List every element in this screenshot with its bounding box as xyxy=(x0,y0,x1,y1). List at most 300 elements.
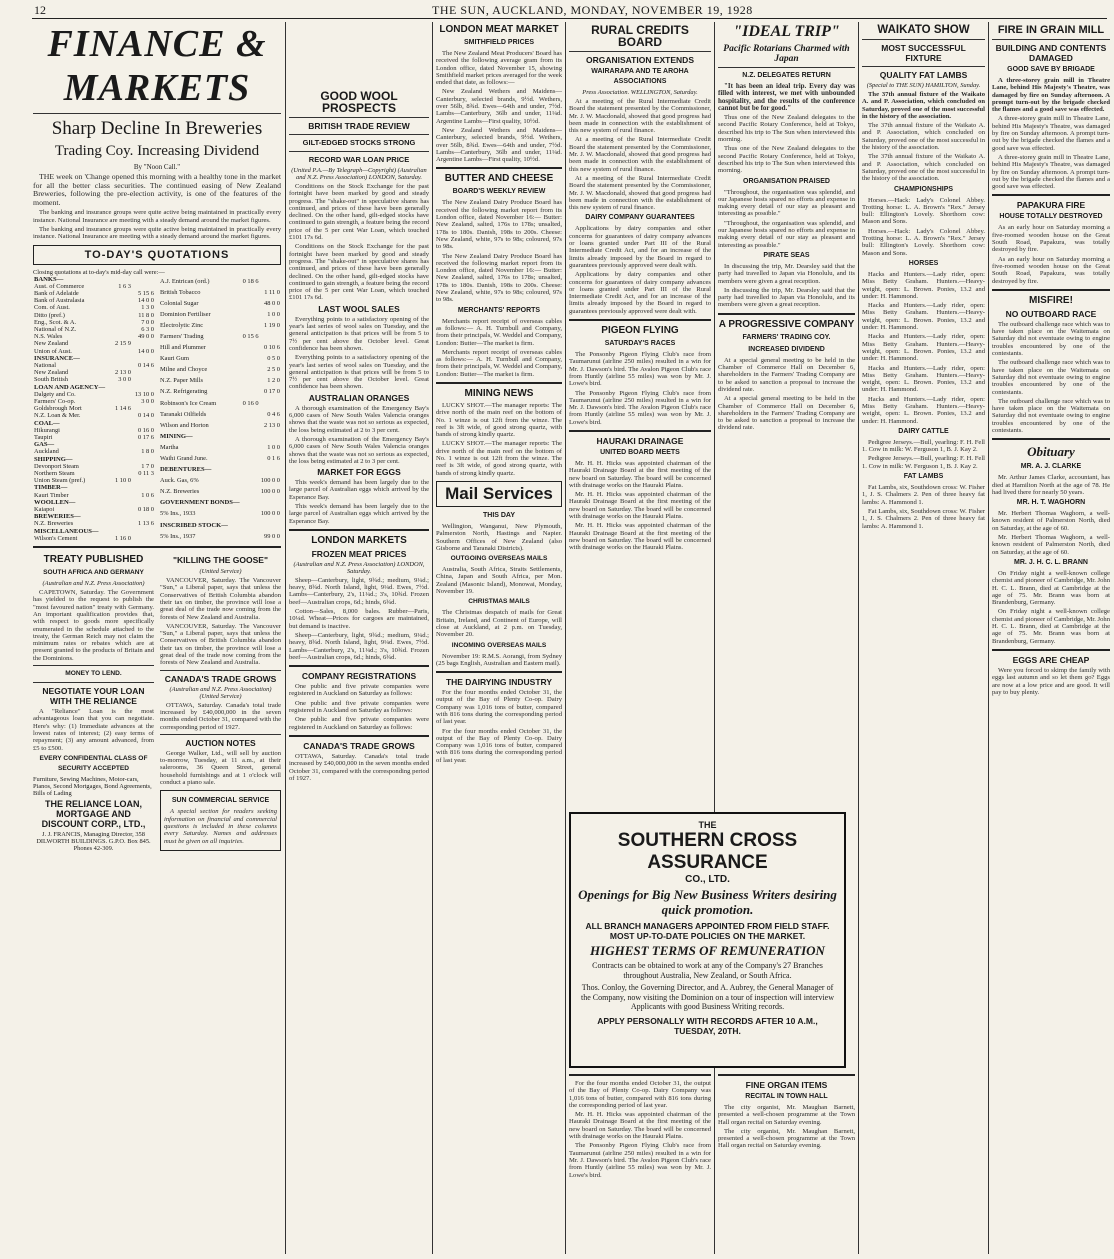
quote-name: Farmers' Co-op. xyxy=(34,398,76,406)
wool-credit: (United P.A.—By Telegraph—Copyright) (Australian and N.Z. Press Association) LONDON, Saturday. xyxy=(291,167,427,181)
quote-buyers: 0 16 0 xyxy=(138,426,154,434)
scs-line-3: HIGHEST TERMS OF REMUNERATION xyxy=(590,943,825,958)
quote-buyers xyxy=(132,340,155,347)
quote-buyers: 1 8 0 xyxy=(141,448,154,456)
quote-buyers: 0 17 6 xyxy=(138,434,154,442)
quote-name: Dalgety and Co. xyxy=(34,390,76,398)
quote-row xyxy=(33,484,155,491)
quote-sellers: 1 10 0 xyxy=(114,477,131,485)
quote-buyers: 2 13 0 xyxy=(264,421,280,429)
quote-buyers xyxy=(132,283,155,290)
wool-subheading-3: RECORD WAR LOAN PRICE xyxy=(308,155,410,164)
merchants-reports-text: Merchants report receipt of overseas cables as follows:— A. H. Turnbull and Company, from their principals, W. Weddel and Company, London: Butter—The market is firm. xyxy=(436,317,562,347)
quote-buyers: 49 0 0 xyxy=(138,333,154,341)
quote-sellers xyxy=(112,513,132,520)
quote-buyers: 13 10 0 xyxy=(134,390,154,398)
quote-buyers xyxy=(132,456,155,463)
quote-sellers xyxy=(112,434,132,441)
quote-row xyxy=(159,309,281,320)
sun-commercial-text: A special section for readers seeking information on financial and commercial questions is included in these columns every Saturday. Names and addresses must be given on all inquiries. xyxy=(164,808,277,845)
quote-name: Auckland xyxy=(34,448,59,456)
quote-sellers xyxy=(112,326,132,333)
quote-buyers xyxy=(260,398,281,409)
hauraki-text: Mr. H. H. Hicks was appointed chairman of the Hauraki Drainage Board at the first meeting of the new board on Saturday. The board will be concerned with drainage works on the Hauraki Plains. xyxy=(569,459,711,489)
waikato-credit: (Special to THE SUN) HAMILTON, Sunday. xyxy=(866,82,981,89)
canada-text: OTTAWA, Saturday. Canada's total trade increased by £40,000,000 in the seven months ended October 31, compared with the corresponding period of 1927. xyxy=(160,701,281,731)
quote-row xyxy=(33,297,155,304)
quote-sellers xyxy=(112,290,132,297)
incoming-mails-text: November 19: R.M.S. Aorangi, from Sydney (25 bags English, Australian and Eastern mail). xyxy=(436,652,562,667)
scs-line-2: MOST UP-TO-DATE POLICIES ON THE MARKET. xyxy=(609,931,806,941)
scs-apply: APPLY PERSONALLY WITH RECORDS AFTER 10 A.M., TUESDAY, 20TH. xyxy=(597,1015,818,1036)
quote-name: MINING— xyxy=(160,432,193,440)
quote-name: INSCRIBED STOCK— xyxy=(160,521,228,529)
quote-sellers xyxy=(241,453,259,464)
wool-heading: GOOD WOOL PROSPECTS xyxy=(320,89,398,115)
quote-buyers: 1 13 6 xyxy=(138,520,154,528)
quote-sellers: 1 14 6 xyxy=(114,405,131,413)
quote-row xyxy=(33,463,155,470)
quote-row xyxy=(33,348,155,355)
butter-cheese-subheading: BOARD'S WEEKLY REVIEW xyxy=(452,188,546,196)
misfire-text: The outboard challenge race which was to have taken place on the Waitemata on Saturday did not eventuate owing to engine troubles encountered by one of the contestants. xyxy=(992,320,1110,358)
hauraki-text-3: Mr. H. H. Hicks was appointed chairman of the Hauraki Drainage Board at the first meeting of the new board on Saturday. The board will be concerned with drainage works on the Hauraki Plains. xyxy=(569,522,711,552)
quote-buyers xyxy=(260,464,281,475)
quote-row xyxy=(159,420,281,431)
quote-sellers xyxy=(112,520,132,527)
quote-sellers xyxy=(241,442,259,453)
mining-news-text: LUCKY SHOT.—The manager reports: The drive north of the main reef on the bottom of No. 1 winze is out 12ft from the winze. The reef is 3ft wide, of good strong quartz, with bands of strong kindly quartz. xyxy=(436,401,562,439)
quote-buyers: 11 8 0 xyxy=(138,311,154,319)
quote-row xyxy=(33,448,155,455)
obituary-3-text: On Friday night a well-known college chemist and pioneer of Cambridge, Mr. John H. C. L. Brann, died at Cambridge at the age of 75. Mr. Brann was born at Brandenburg, Germany. xyxy=(992,569,1110,607)
quote-sellers xyxy=(112,312,132,319)
quote-buyers: 6 3 0 xyxy=(141,325,154,333)
quote-row xyxy=(33,369,155,376)
quote-sellers xyxy=(112,456,132,463)
quote-row xyxy=(159,520,281,531)
waikato-show-heading: WAIKATO SHOW xyxy=(877,24,970,36)
waikato-subheading-1: MOST SUCCESSFUL FIXTURE xyxy=(881,43,966,63)
quote-row xyxy=(33,283,155,290)
rural-column xyxy=(569,22,711,802)
quote-buyers xyxy=(132,369,155,376)
quote-buyers xyxy=(260,276,281,287)
quote-sellers: 1 16 0 xyxy=(114,534,131,542)
quote-buyers: 1 3 0 xyxy=(141,304,154,312)
mail-this-day: THIS DAY xyxy=(482,511,516,519)
delegates-heading: N.Z. DELEGATES RETURN xyxy=(742,72,831,79)
quote-name: Auck. Gas, 6% xyxy=(160,477,199,485)
horses-text-5: Hacks and Hunters.—Lady rider, open: Miss Betty Graham. Hunters.—Heavy-weight, open: L. Brown. Ponies, 13.2 and under: H. Hammond. xyxy=(862,395,985,425)
london-markets-heading: LONDON MARKETS xyxy=(311,534,407,546)
quote-row xyxy=(33,499,155,506)
quote-sellers xyxy=(112,470,132,477)
quote-row xyxy=(159,364,281,375)
quote-row xyxy=(33,420,155,427)
australian-oranges-text-2: A thorough examination of the Emergency Bay's 6,000 cases of New South Wales Valencia oranges shows that the waste was not so serious as expected, the loss being estimated at 2 to 3 per cent. xyxy=(289,435,429,465)
quote-buyers: 1 2 0 xyxy=(267,377,280,385)
quote-buyers xyxy=(132,276,155,283)
quote-row xyxy=(33,492,155,499)
reliance-name: THE RELIANCE LOAN, MORTGAGE AND DISCOUNT CORP., LTD., xyxy=(41,798,146,829)
quote-sellers xyxy=(112,492,132,499)
quote-sellers: 1 6 3 xyxy=(118,282,131,290)
quote-name: Kaiapoi xyxy=(34,506,55,514)
scs-the: THE xyxy=(698,820,717,830)
quote-buyers xyxy=(132,528,155,535)
ideal-text: Thus one of the New Zealand delegates to the second Pacific Rotary Conference, held at Tokyo, described his trip to The Sun when interviewed this morning. xyxy=(718,114,855,144)
canada-text-2: OTTAWA, Saturday. Canada's total trade increased by £40,000,000 in the seven months ended October 31, compared with the corresponding period of 1927. xyxy=(289,752,429,782)
quote-name: DEBENTURES— xyxy=(160,466,212,474)
quote-row xyxy=(33,441,155,448)
pigeon-text: The Ponsonby Pigeon Flying Club's race from Taumarunui (airline 250 miles) resulted in a win for Mr. J. Dawson's bird. The Avalon Pigeon Club's race from Huntly (airline 55 miles) was won by Mr. J. Lowe's bird. xyxy=(569,351,711,388)
quote-sellers xyxy=(241,309,259,320)
quote-name: British Tobacco xyxy=(160,288,201,296)
wool-text: Conditions on the Stock Exchange for the past fortnight have been marked by good and steady progress. The "shake-out" in speculative shares has continued, and prices of these have been generally declined. On the other hand, gilt-edged stocks have continued to gain strength, a feature being the record price of the 5 per cent War Loan, which touched £101 17s 6d. xyxy=(289,183,429,242)
fire-column xyxy=(992,22,1110,1254)
misfire-subheading: NO OUTBOARD RACE xyxy=(1005,308,1097,319)
quote-name: Eng., Scot. & A. xyxy=(34,318,77,326)
quote-name: Bank of Adelaide xyxy=(34,289,79,297)
papakura-heading: PAPAKURA FIRE xyxy=(1016,200,1086,211)
fat-lambs-text-2: Fat Lambs, six, Southdown cross: W. Fisher 1, J. S. Chalmers 2. Pen of three heavy fat lambs: A. Hammond 1. xyxy=(862,507,985,530)
quote-name: MISCELLANEOUS— xyxy=(34,527,99,535)
quote-row xyxy=(159,342,281,353)
frozen-meat-credit: (Australian and N.Z. Press Association) LONDON, Saturday. xyxy=(293,560,425,575)
quote-sellers: 3 0 0 xyxy=(118,376,131,384)
ideal-trip-heading: "IDEAL TRIP" xyxy=(733,23,840,40)
waikato-text-3: The 37th annual fixture of the Waikato A. and P. Association, which concluded on Saturday, proved one of the most successful in the history of the association. xyxy=(862,153,985,183)
quote-name: Robinson's Ice Cream xyxy=(160,399,217,407)
quote-name: Wilson's Cement xyxy=(34,534,78,542)
quote-sellers xyxy=(241,420,259,431)
wool-subheading-2: GILT-EDGED STOCKS STRONG xyxy=(302,138,416,147)
dairy-guarantees-text-2: Applications by dairy companies and other concerns for guarantees of dairy company advances or loans granted under Part III of the Rural Intermediate Credit Act, and for an increase of the limits already imposed by the Board in regard to guarantees previously approved were dealt with. xyxy=(569,271,711,315)
negotiate-text: A "Reliance" Loan is the most advantageous loan that you can negotiate. Here's why: (1) Immediate advances at the lowest rates of interest; (2) easy terms of repayment; (3) any amount advanced, from £5 to £500. xyxy=(33,708,154,752)
quotations-table-2 xyxy=(159,276,281,543)
hauraki-continued-text: Mr. H. H. Hicks was appointed chairman of the Hauraki Drainage Board at the first meeting of the new board on Saturday. The board will be concerned with drainage works on the Hauraki Plains. xyxy=(569,1111,711,1141)
newspaper-title: THE SUN, AUCKLAND, MONDAY, NOVEMBER 19, 1928 xyxy=(432,3,753,17)
obituary-heading: Obituary xyxy=(1027,444,1075,460)
quote-row xyxy=(33,434,155,441)
obituary-3-name: MR. J. H. C. L. BRANN xyxy=(1014,558,1088,566)
quote-sellers xyxy=(112,355,132,362)
quote-buyers xyxy=(132,499,155,506)
quote-sellers xyxy=(112,348,132,355)
quote-row xyxy=(159,486,281,497)
quote-sellers xyxy=(241,387,259,398)
obituary-1-name: MR. A. J. CLARKE xyxy=(1020,463,1082,471)
scs-body: Contracts can be obtained to work at any of the Company's 27 Branches throughout Australia, New Zealand, or South Africa. xyxy=(592,961,823,980)
quotations-box xyxy=(33,245,281,265)
quote-name: SHIPPING— xyxy=(34,455,73,463)
quote-sellers xyxy=(112,420,132,427)
quote-row xyxy=(33,340,155,347)
outgoing-mails-heading: OUTGOING OVERSEAS MAILS xyxy=(450,555,548,563)
organ-subheading: RECITAL IN TOWN HALL xyxy=(745,1093,828,1100)
pigeon-continued-text: The Ponsonby Pigeon Flying Club's race from Taumarunui (airline 250 miles) resulted in a win for Mr. J. Dawson's bird. The Avalon Pigeon Club's race from Huntly (airline 55 miles) was won by Mr. J. Lowe's bird. xyxy=(569,1142,711,1179)
quote-row xyxy=(33,391,155,398)
scs-name: SOUTHERN CROSS ASSURANCE xyxy=(617,830,798,873)
ideal-text-2: Thus one of the New Zealand delegates to the second Pacific Rotary Conference, held at Tokyo, described his trip to The Sun when interviewed this morning. xyxy=(718,145,855,175)
quote-buyers xyxy=(260,497,281,508)
scs-tagline: Openings for Big New Business Writers desiring quick promotion. xyxy=(578,887,837,917)
obituary-2-text: Mr. Herbert Thomas Waghorn, a well-known resident of Palmerston North, died on Saturday, at the age of 60. xyxy=(992,510,1110,532)
pirate-seas-text-2: In discussing the trip, Mr. Dearsley said that the party had travelled to Japan via Honolulu, and its members were given a great reception. xyxy=(718,286,855,309)
papakura-text-2: As an early hour on Saturday morning a five-roomed wooden house on the Great South Road, Papakura, was totally destroyed by fire. xyxy=(992,255,1110,285)
quote-sellers xyxy=(112,362,132,369)
quote-sellers xyxy=(241,497,259,508)
finance-paragraph: The banking and insurance groups were quite active being maintained in practically every instance. National Insurance are meeting with a steady demand around the market figures. xyxy=(33,209,281,224)
quote-row xyxy=(159,320,281,331)
quote-sellers xyxy=(112,506,132,513)
quote-sellers: 0 16 0 xyxy=(242,399,259,407)
frozen-meat-heading: FROZEN MEAT PRICES xyxy=(311,548,407,559)
quote-row xyxy=(33,412,155,419)
mining-news-heading: MINING NEWS xyxy=(464,387,534,399)
quote-row xyxy=(33,513,155,520)
quote-buyers: 1 0 6 xyxy=(141,491,154,499)
quote-name: 5% Ins., 1937 xyxy=(160,532,196,540)
quotations-title: TO-DAY'S QUOTATIONS xyxy=(84,248,230,261)
fire-text-3: A three-storey grain mill in Theatre Lane, behind His Majesty's Theatre, was damaged by fire on Sunday afternoon. A prompt turn-out by the brigade checked the flames and a good save was effected. xyxy=(992,153,1110,191)
quote-sellers: 2 15 9 xyxy=(114,340,131,348)
papakura-text: As an early hour on Saturday morning a five-roomed wooden house on the Great South Road, Papakura, was totally destroyed by fire. xyxy=(992,224,1110,254)
auction-heading: AUCTION NOTES xyxy=(185,737,256,748)
quote-buyers: 99 0 0 xyxy=(264,532,280,540)
finance-banner: FINANCE & MARKETS xyxy=(47,23,267,109)
organ-text-2: The city organist, Mr. Maughan Barnett, presented a well-chosen programme at the Town Hall organ recital on Saturday evening. xyxy=(718,1127,855,1150)
christmas-mails-heading: CHRISTMAS MAILS xyxy=(468,598,530,606)
company-registrations-text-2: One public and five private companies were registered in Auckland on Saturday as follows: xyxy=(289,699,429,715)
championships-heading: CHAMPIONSHIPS xyxy=(893,185,954,193)
horses-text-3: Hacks and Hunters.—Lady rider, open: Miss Betty Graham. Hunters.—Heavy-weight, open: L. Brown. Ponies, 13.2 and under: H. Hammond. xyxy=(862,333,985,363)
quote-sellers xyxy=(241,509,259,520)
quote-buyers xyxy=(132,405,155,412)
quote-name: Aust. of Commerce xyxy=(34,282,85,290)
killing-credit: (United Service) xyxy=(199,568,242,576)
wool-subheading-1: BRITISH TRADE REVIEW xyxy=(308,121,410,131)
misfire-text-3: The outboard challenge race which was to have taken place on the Waitemata on Saturday did not eventuate owing to engine troubles encountered by one of the contestants. xyxy=(992,397,1110,434)
quote-sellers xyxy=(112,384,132,391)
rural-credit: Press Association. WELLINGTON, Saturday. xyxy=(582,89,698,96)
quote-sellers xyxy=(241,364,259,375)
quote-row xyxy=(159,431,281,442)
eggs-cheap-heading: EGGS ARE CHEAP xyxy=(1012,654,1090,665)
quote-name: GAS— xyxy=(34,441,55,449)
quote-name: Union of Aust. xyxy=(34,347,72,355)
quote-buyers: 1 7 0 xyxy=(141,462,154,470)
quote-buyers xyxy=(260,331,281,342)
quote-name: National of N.Z. xyxy=(34,325,77,333)
progressive-company-heading: A PROGRESSIVE COMPANY xyxy=(718,318,855,330)
horses-text-2: Hacks and Hunters.—Lady rider, open: Miss Betty Graham. Hunters.—Heavy-weight, open: L. Brown. Ponies, 13.2 and under: H. Hammond. xyxy=(862,302,985,332)
quote-name: Electrolytic Zinc xyxy=(160,321,204,329)
security-list: Furniture, Sewing Machines, Motor-cars, Pianos, Second Mortgages, Bond Agreements, Bills of Lading xyxy=(33,775,152,797)
progressive-text-2: At a special general meeting to be held in the Chamber of Commerce Hall on December 6, shareholders in the Farmers' Trading Company are to be asked to sanction a proposal to increase the dividend rate. xyxy=(718,395,855,432)
dairy-cattle-text-2: Pedigree Jerseys.—Bull, yearling: F. H. Fell 1. Cow in milk: W. Ferguson 1, B. J. Kay 2. xyxy=(862,455,985,470)
quote-sellers xyxy=(241,320,259,331)
horses-text: Hacks and Hunters.—Lady rider, open: Miss Betty Graham. Hunters.—Heavy-weight, open: L. Brown. Ponies, 13.2 and under: H. Hammond. xyxy=(862,270,985,300)
organisation-heading: ORGANISATION PRAISED xyxy=(743,177,830,185)
quote-row xyxy=(33,304,155,311)
farmers-trading-heading: FARMERS' TRADING COY. xyxy=(742,333,831,341)
obituary-1-text: Mr. Arthur James Clarke, accountant, has died at Hamilton North at the age of 78. He had lived there for nearly 50 years. xyxy=(992,474,1110,496)
southern-cross-advertisement xyxy=(569,812,846,1068)
increased-dividend-heading: INCREASED DIVIDEND xyxy=(748,345,825,353)
quote-name: INSURANCE— xyxy=(34,354,80,362)
quote-row xyxy=(33,290,155,297)
hauraki-text-2: Mr. H. H. Hicks was appointed chairman of the Hauraki Drainage Board at the first meeting of the new board on Saturday. The board will be concerned with drainage works on the Hauraki Plains. xyxy=(569,491,711,521)
quote-row xyxy=(33,405,155,412)
quote-row xyxy=(33,398,155,405)
quote-name: Union Steam (pref.) xyxy=(34,477,86,485)
eggs-cheap-text: Were you forced to skimp the family with eggs last autumn and so let them go? Eggs are now at a low price and are good. It will pay to buy plenty. xyxy=(992,666,1110,696)
quote-row xyxy=(159,464,281,475)
quote-row xyxy=(33,312,155,319)
quote-buyers: 1 0 0 xyxy=(267,310,280,318)
quote-name: Colonial Sugar xyxy=(160,299,199,307)
quote-row xyxy=(159,497,281,508)
quote-row xyxy=(159,298,281,309)
quote-sellers xyxy=(241,431,259,442)
quote-sellers xyxy=(112,412,132,419)
quote-sellers xyxy=(241,287,259,298)
smithfield-list-2: New Zealand Wethers and Maidens—Canterbury, selected brands, 9½d. Wethers, over 56lb, 8¾d. Ewes—64th and under, 7½d. Lambs—Canterbury, 36lb and under, 11¼d. Argentine Lambs—First quality, 10½d. xyxy=(436,126,562,164)
last-wool-sales-text-2: Everything points to a satisfactory opening of the year's last series of wool sales on Tuesday, and the general anticipation is that prices will be from 5 to 7½ per cent above the October level. Great confidence has been shown. xyxy=(289,354,429,391)
quote-buyers: 1 0 0 xyxy=(267,443,280,451)
quote-buyers: 14 0 0 xyxy=(138,347,154,355)
quote-row xyxy=(159,453,281,464)
quote-buyers xyxy=(132,477,155,484)
butter-cheese-text: The New Zealand Dairy Produce Board has received the following market report from its London office, dated November 16:— Butter: New Zealand, salted, 176s to 178s; unsalted, 178s to 180s. Danish, 198s to 200s. Cheese: New Zealand, white, 97s to 98s; coloured, 97s to 98s. xyxy=(436,199,562,251)
australian-oranges-text: A thorough examination of the Emergency Bay's 6,000 cases of New South Wales Valencia oranges shows that the waste was not so serious as expected, the loss being estimated at 2 to 3 per cent. xyxy=(289,404,429,434)
quote-sellers xyxy=(112,276,132,283)
headline-trading: Trading Coy. Increasing Dividend xyxy=(54,143,260,159)
quote-row xyxy=(33,528,155,535)
quote-row xyxy=(33,520,155,527)
rural-text-3: At a meeting of the Rural Intermediate Credit Board the statement presented by the Commissioner, Mr. J. W. Macdonald, showed that good progress had been made in connection with the establishment of this new system of rural finance. xyxy=(569,174,711,212)
fat-lambs-text: Fat Lambs, six, Southdown cross: W. Fisher 1, J. S. Chalmers 2. Pen of three heavy fat lambs: A. Hammond 1. xyxy=(862,484,985,506)
organ-text: The city organist, Mr. Maughan Barnett, presented a well-chosen programme at the Town Hall organ recital on Saturday evening. xyxy=(718,1104,855,1126)
last-wool-sales-heading: LAST WOOL SALES xyxy=(318,303,400,314)
quote-sellers xyxy=(241,298,259,309)
outgoing-mails-text: Australia, South Africa, Straits Settlements, China, Japan and South Africa, per Mon. Zealand (Masonic Island), Monowai, Monday, November 19. xyxy=(436,566,562,596)
quotations-subtitle: Closing quotations at to-day's mid-day call were:— xyxy=(33,268,165,276)
quote-buyers: 0 17 0 xyxy=(264,388,280,396)
quote-buyers xyxy=(260,520,281,531)
quote-buyers xyxy=(132,384,155,391)
frozen-meat-text-2: Sheep—Canterbury, light, 9¾d.; medium, 9¼d.; heavy, 8¾d. North Island, light, 9¼d. Ewes, 7½d. Lambs—Canterbury, 2's, 11¼d.; 3's, 10¾d. Frozen beef—Australian crops, 6d.; hinds, 6¾d. xyxy=(289,631,429,661)
quote-name: BREWERIES— xyxy=(34,513,81,521)
quote-sellers xyxy=(112,463,132,470)
quote-name: Taupiri xyxy=(34,434,53,442)
australian-oranges-heading: AUSTRALIAN ORANGES xyxy=(308,392,410,403)
quote-name: TIMBER— xyxy=(34,484,68,492)
treaty-credit: (Australian and N.Z. Press Association) xyxy=(42,580,145,588)
quote-row xyxy=(33,535,155,542)
dairy-cattle-text: Pedigree Jerseys.—Bull, yearling: F. H. Fell 1. Cow in milk: W. Ferguson 1, B. J. Kay 2. xyxy=(862,438,985,454)
page-number: 12 xyxy=(34,3,46,17)
quote-name: GOVERNMENT BONDS— xyxy=(160,499,240,507)
frozen-meat-text: Sheep—Canterbury, light, 9¾d.; medium, 9¼d.; heavy, 8¾d. North Island, light, 9¼d. Ewes, 7½d. Lambs—Canterbury, 2's, 11¼d.; 3's, 10¾d. Frozen beef—Australian crops, 6d.; hinds, 6¾d. xyxy=(289,576,429,606)
quote-name: Farmers' Trading xyxy=(160,332,204,340)
fire-heading: FIRE IN GRAIN MILL xyxy=(997,24,1105,36)
quote-name: Kauri Gum xyxy=(160,355,189,363)
organ-recital xyxy=(718,1070,855,1250)
quote-sellers: 0 15 6 xyxy=(242,332,259,340)
quote-row xyxy=(159,398,281,409)
quote-name: N.Z. Paper Mills xyxy=(160,377,203,385)
quote-name: Ditto (pref.) xyxy=(34,311,65,319)
fat-lambs-heading: FAT LAMBS xyxy=(903,473,944,481)
dairying-text-2: For the four months ended October 31, the output of the Bay of Plenty Co-op. Dairy Company was 1,016 tons of butter, compared with 816 tons during the corresponding period of last year. xyxy=(436,727,562,764)
christmas-mails-text: The Christmas despatch of mails for Great Britain, Ireland, and Continent of Europe, will close at Auckland, at 2 p.m. on Tuesday, November 20. xyxy=(436,609,562,639)
championships-text-2: Horses.—Hack: Lady's Colonel Abbey. Trotting horse: L. A. Brown's "Rex." Jersey bull: Ellington's Lovely. Shorthorn cow: Mason and Sons. xyxy=(862,227,985,257)
ideal-trip-subheading: Pacific Rotarians Charmed with Japan xyxy=(723,44,850,64)
quote-row xyxy=(33,355,155,362)
quote-name: N.S. Wales xyxy=(34,333,63,341)
mining-news-text-2: LUCKY SHOT.—The manager reports: The drive north of the main reef on the bottom of No. 1 winze is out 12ft from the winze. The reef is 3ft wide, of good strong quartz, with bands of strong kindly quartz. xyxy=(436,440,562,477)
quote-buyers: 0 4 6 xyxy=(267,410,280,418)
quote-name: N.Z. Breweries xyxy=(34,520,74,528)
incoming-mails-heading: INCOMING OVERSEAS MAILS xyxy=(451,641,547,649)
quote-name: LOAN AND AGENCY— xyxy=(34,383,106,391)
quote-buyers: 0 14 0 xyxy=(138,412,154,420)
quote-name: Milne and Choyce xyxy=(160,366,208,374)
killing-text-2: VANCOUVER, Saturday. The Vancouver "Sun," a Liberal paper, says that unless the Conservatives of British Columbia abandon their tax on timber, the province will lose a great deal of the trade now coming from the forests of New Zealand and Australia. xyxy=(160,622,281,667)
quote-row xyxy=(159,276,281,287)
quote-name: Goldsbrough Mort xyxy=(34,405,82,413)
misfire-heading: MISFIRE! xyxy=(1029,294,1073,306)
company-registrations-text: One public and five private companies were registered in Auckland on Saturday as follows: xyxy=(289,683,429,698)
hauraki-heading: HAURAKI DRAINAGE xyxy=(596,435,684,446)
quote-name: South British xyxy=(34,376,68,384)
quote-name: Waihi Grand June. xyxy=(160,455,208,462)
obituary-2-name: MR. H. T. WAGHORN xyxy=(1016,499,1086,507)
quote-name: Com. of Aust. xyxy=(34,304,70,312)
masthead xyxy=(32,2,1107,19)
quote-sellers xyxy=(112,448,132,455)
waikato-text-2: The 37th annual fixture of the Waikato A. and P. Association, which concluded on Saturday, proved one of the most successful in the history of the association. xyxy=(862,122,985,152)
quote-sellers xyxy=(112,398,132,405)
quote-name: COAL— xyxy=(34,419,60,427)
quote-name: Wilson and Horton xyxy=(160,421,209,429)
pigeon-flying-heading: PIGEON FLYING xyxy=(601,325,679,337)
company-registrations-heading: COMPANY REGISTRATIONS xyxy=(301,671,417,682)
quotations-table-1 xyxy=(33,276,155,543)
fire-text: A three-storey grain mill in Theatre Lane, behind His Majesty's Theatre, was damaged by fire on Sunday afternoon. A prompt turn-out by the brigade checked the flames and a good save was effected. xyxy=(992,77,1110,114)
quote-buyers: 0 14 6 xyxy=(138,362,154,369)
scs-line-1: ALL BRANCH MANAGERS APPOINTED FROM FIELD STAFF. xyxy=(585,921,830,931)
dairy-cattle-heading: DAIRY CATTLE xyxy=(898,427,949,435)
quote-name: Kauri Timber xyxy=(34,491,69,499)
finance-column xyxy=(33,22,281,1254)
pigeon-subheading: SATURDAY'S RACES xyxy=(604,340,676,348)
finance-paragraph-2: The banking and insurance groups were quite active being maintained in practically every instance. National Insurance are meeting with a steady demand around the market figures. xyxy=(33,225,281,241)
quote-row xyxy=(33,506,155,513)
fire-subheading-1: BUILDING AND CONTENTS DAMAGED xyxy=(995,43,1107,63)
quote-buyers xyxy=(132,535,155,542)
quote-buyers: 100 0 0 xyxy=(260,510,280,518)
waikato-subheading-2: QUALITY FAT LAMBS xyxy=(879,70,968,80)
canada-heading: CANADA'S TRADE GROWS xyxy=(164,673,277,684)
quote-sellers xyxy=(112,441,132,448)
progressive-text: At a special general meeting to be held in the Chamber of Commerce Hall on December 6, shareholders in the Farmers' Trading Company are to be asked to sanction a proposal to increase the dividend rate. xyxy=(718,356,855,393)
killing-heading: "KILLING THE GOOSE" xyxy=(173,555,268,566)
quote-sellers xyxy=(241,353,259,364)
